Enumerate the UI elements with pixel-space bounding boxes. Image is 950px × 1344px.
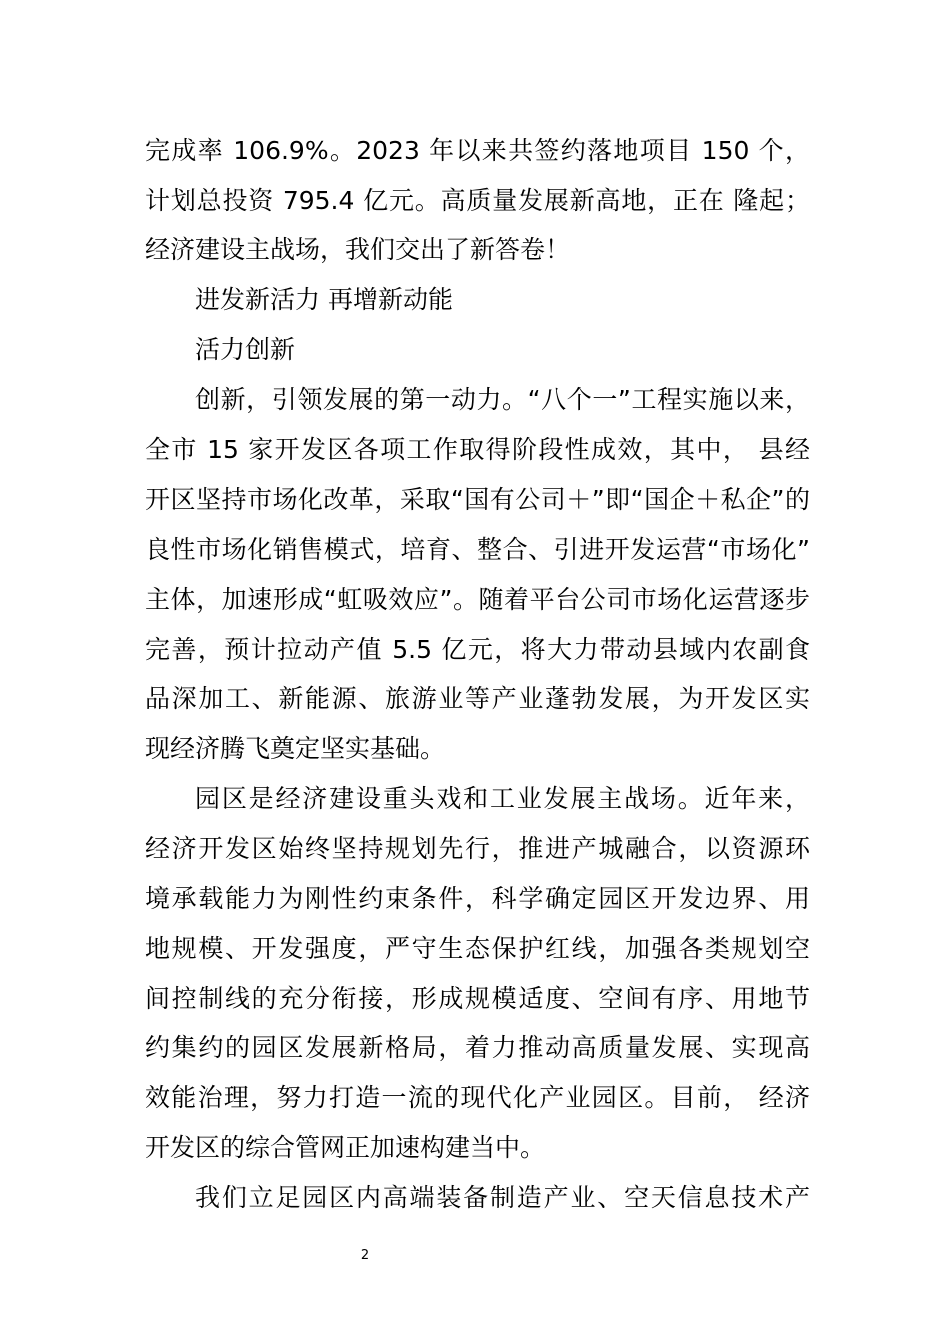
section-heading: 进发新活力 再增新动能 bbox=[195, 285, 453, 314]
paragraph-1-line-2: 全市 15 家开发区各项工作取得阶段性成效，其中， 县经 bbox=[145, 435, 810, 464]
paragraph-2-line-8: 开发区的综合管网正加速构建当中。 bbox=[145, 1133, 546, 1162]
paragraph-1-line-5: 主体，加速形成“虹吸效应”。随着平台公司市场化运营逐步 bbox=[145, 585, 810, 614]
text-line-3: 经济建设主战场，我们交出了新答卷！ bbox=[145, 235, 571, 264]
paragraph-1-line-1: 创新，引领发展的第一动力。“八个一”工程实施以来， bbox=[195, 385, 810, 414]
paragraph-2-line-1: 园区是经济建设重头戏和工业发展主战场。近年来， bbox=[195, 784, 810, 813]
paragraph-1-line-3: 开区坚持市场化改革，采取“国有公司＋”即“国企＋私企”的 bbox=[145, 485, 810, 514]
paragraph-1-line-6: 完善，预计拉动产值 5.5 亿元，将大力带动县域内农副食 bbox=[145, 635, 810, 664]
text-line-2: 计划总投资 795.4 亿元。高质量发展新高地，正在 隆起； bbox=[145, 186, 810, 215]
paragraph-3-line-1: 我们立足园区内高端装备制造产业、空天信息技术产 bbox=[195, 1183, 810, 1212]
page-number: 2 bbox=[360, 1248, 370, 1263]
subsection-heading: 活力创新 bbox=[195, 335, 296, 364]
paragraph-2-line-5: 间控制线的充分衔接，形成规模适度、空间有序、用地节 bbox=[145, 984, 810, 1013]
paragraph-2-line-7: 效能治理，努力打造一流的现代化产业园区。目前， 经济 bbox=[145, 1083, 810, 1112]
paragraph-2-line-3: 境承载能力为刚性约束条件，科学确定园区开发边界、用 bbox=[145, 884, 810, 913]
text-line-1: 完成率 106.9%。2023 年以来共签约落地项目 150 个， bbox=[145, 136, 810, 165]
paragraph-2-line-6: 约集约的园区发展新格局，着力推动高质量发展、实现高 bbox=[145, 1033, 810, 1062]
paragraph-2-line-2: 经济开发区始终坚持规划先行，推进产城融合，以资源环 bbox=[145, 834, 810, 863]
paragraph-1-line-8: 现经济腾飞奠定坚实基础。 bbox=[145, 734, 446, 763]
paragraph-2-line-4: 地规模、开发强度，严守生态保护红线，加强各类规划空 bbox=[145, 934, 810, 963]
paragraph-1-line-4: 良性市场化销售模式，培育、整合、引进开发运营“市场化” bbox=[145, 535, 810, 564]
paragraph-1-line-7: 品深加工、新能源、旅游业等产业蓬勃发展，为开发区实 bbox=[145, 684, 810, 713]
